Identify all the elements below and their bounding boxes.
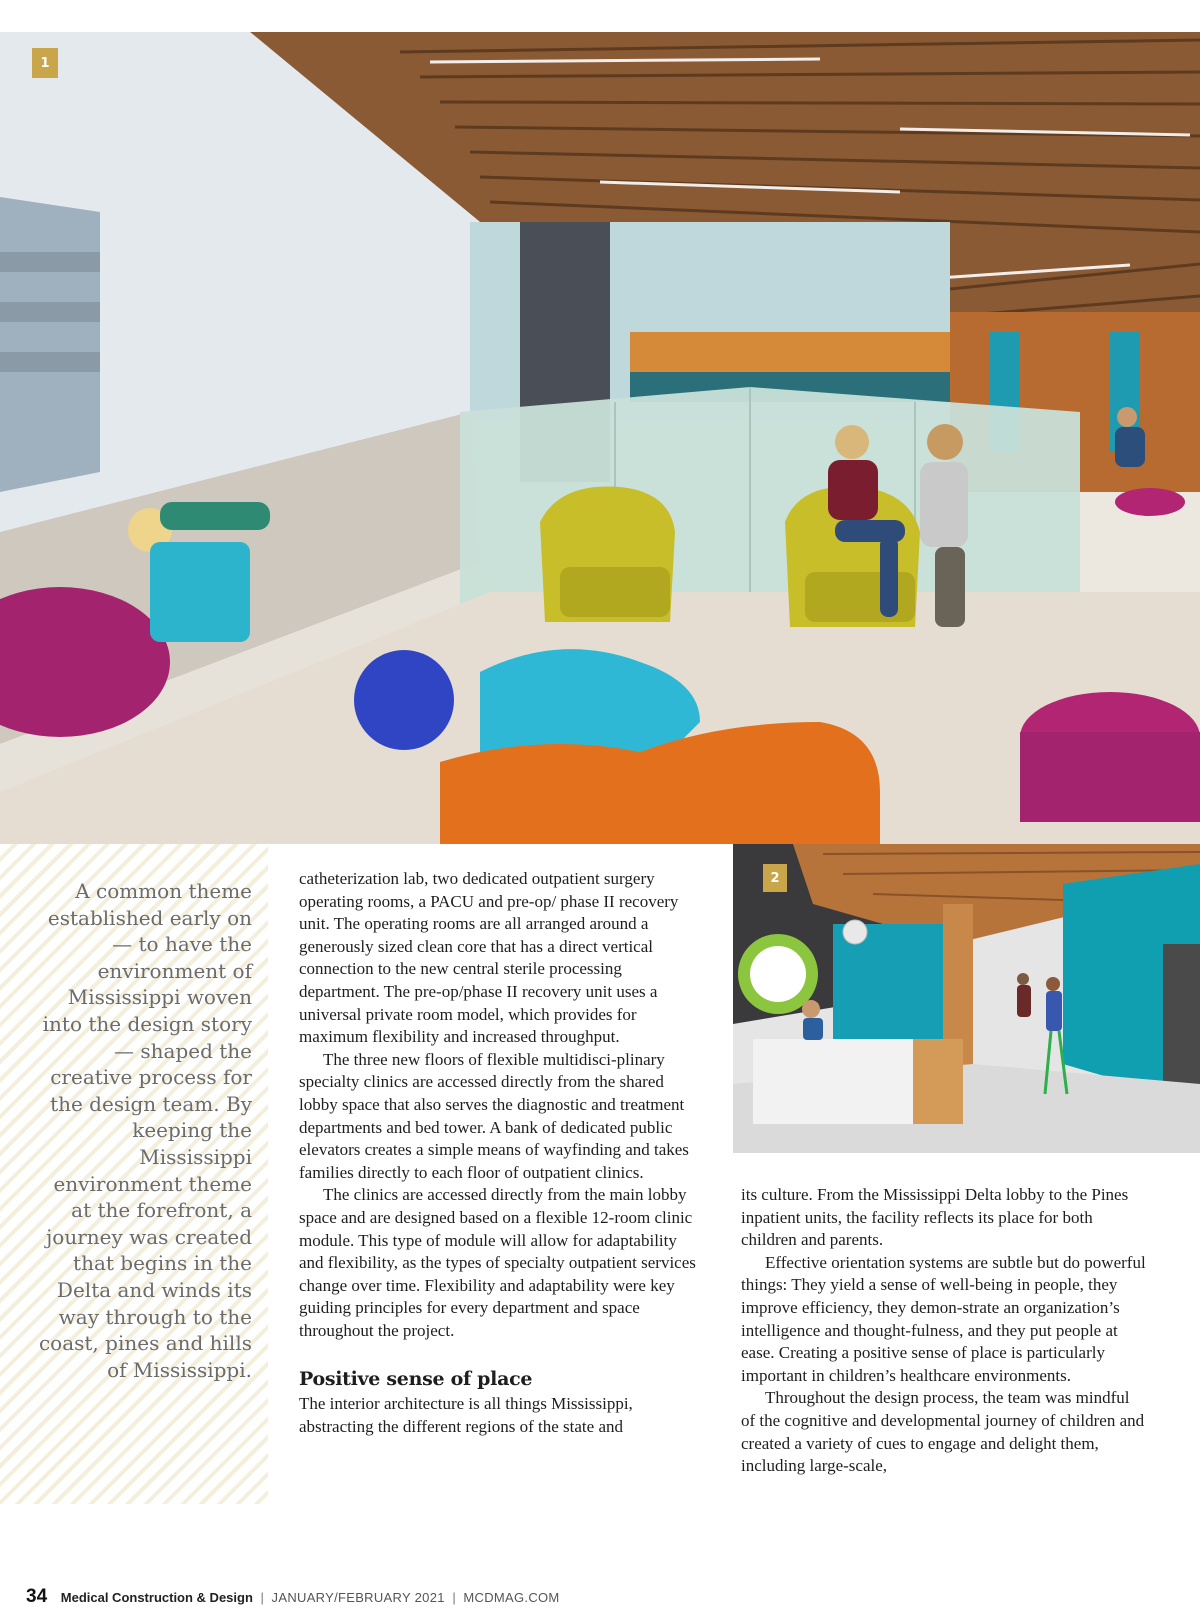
- lobby-illustration: [0, 32, 1200, 844]
- body-paragraph: The interior architecture is all things Mississippi, abstracting the different regions of the state and: [299, 1394, 633, 1436]
- photo-number-badge: 2: [763, 864, 787, 892]
- body-paragraph: The clinics are accessed directly from the main lobby space and are designed based on a flexible 12-room clinic module. This type of module will allow for adaptability and flexibility, as the types of specialty outpatient services change over time. Flexibility and adaptability were key guiding principles for every department and space throughout the project.: [299, 1185, 696, 1340]
- footer-separator: |: [260, 1590, 264, 1605]
- lobby-photo: [0, 32, 1200, 844]
- clinic-reception-photo: [733, 844, 1200, 1153]
- clinic-illustration: [733, 844, 1200, 1153]
- photo-number-badge: 1: [32, 48, 58, 78]
- magazine-title: Medical Construction & Design: [60, 1590, 253, 1605]
- body-paragraph: Effective orientation systems are subtle but do powerful things: They yield a sense of well-being in people, they improve efficiency, they demon-strate an organization’s intelligence and thought-fulness, and they put people at ease. Creating a positive sense of place is particularly important in children’s healthcare environments.: [741, 1252, 1146, 1385]
- page-footer: [26, 1586, 560, 1608]
- footer-separator: |: [452, 1590, 456, 1605]
- issue-date: JANUARY/FEBRUARY 2021: [271, 1590, 445, 1605]
- body-paragraph: Throughout the design process, the team was mindful of the cognitive and developmental journey of children and created a variety of cues to engage and delight them, including large-scale,: [741, 1388, 1145, 1476]
- page-number: 34: [26, 1586, 48, 1607]
- body-paragraph: catheterization lab, two dedicated outpatient surgery operating rooms, a PACU and pre-op/ phase II recovery unit. The operating rooms are all arranged around a generously sized clean core that has a direct vertical connection to the new central sterile processing department. The pre-op/phase II recovery unit uses a universal private room model, which provides for maximum flexibility and increased throughput.: [299, 869, 679, 1047]
- body-column-right: [741, 1184, 1146, 1478]
- body-column-middle: [299, 868, 704, 1438]
- website-link[interactable]: MCDMAG.COM: [463, 1590, 560, 1605]
- body-paragraph: its culture. From the Mississippi Delta lobby to the Pines inpatient units, the facility reflects its place for both children and parents.: [741, 1185, 1129, 1250]
- section-subhead: Positive sense of place: [299, 1368, 533, 1391]
- pull-quote: A common theme established early on — to have the environment of Mississippi woven into the design story — shaped the creative process for the design team. By keeping the Mississippi environment theme at the forefront, a journey was created that begins in the Delta and winds its way through to the coast, pines and hills of Mississippi.: [38, 879, 252, 1382]
- body-paragraph: The three new floors of flexible multidisci-plinary specialty clinics are accessed directly from the shared lobby space that also serves the diagnostic and treatment departments and bed tower. A bank of dedicated public elevators creates a simple means of wayfinding and takes families directly to each floor of outpatient clinics.: [299, 1049, 689, 1182]
